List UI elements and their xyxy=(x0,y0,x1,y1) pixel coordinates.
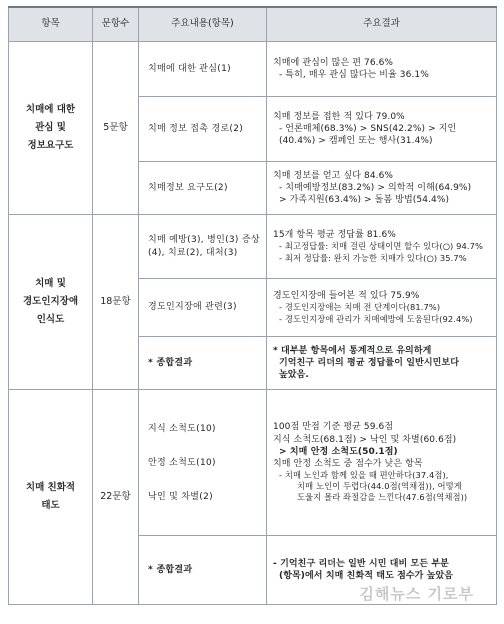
result-line: 치매에 관심이 많은 편 76.6% xyxy=(273,57,394,68)
header-content: 주요내용(항목) xyxy=(139,7,267,42)
result-line: - 언론매체(68.3%) > SNS(42.2%) > 지인 xyxy=(279,123,457,134)
result-cell xyxy=(267,42,497,97)
result-line: 치매 정보를 얻고 싶다 84.6% xyxy=(273,170,394,181)
result-line: 100점 만점 기준 평균 59.6점 xyxy=(273,422,394,433)
result-line: - 최고정답률: 치매 걸린 상태이면 할수 있다(○) 94.7% xyxy=(279,241,483,252)
content-subitem: 낙인 및 차별(2) xyxy=(148,491,213,502)
result-line: - 특히, 매우 관심 많다는 비율 36.1% xyxy=(279,70,429,80)
result-line: - 기억친구 리더는 일반 시민 대비 모든 부분 xyxy=(273,558,449,569)
result-line: > 가족지원(63.4%) > 돌봄 방법(54.4%) xyxy=(279,195,450,206)
result-line: 경도인지장애 들어본 적 있다 75.9% xyxy=(273,291,420,302)
result-line: > 치매 안정 소척도(50.1점) xyxy=(279,446,398,457)
category-cell xyxy=(9,390,93,605)
category-cell xyxy=(9,215,93,390)
count-cell: 22문항 xyxy=(93,390,139,605)
result-line: - 치매예방정보(83.2%) > 의학적 이해(64.9%) xyxy=(279,182,472,193)
result-cell xyxy=(267,390,497,536)
content-subitem: 안정 소척도(10) xyxy=(148,457,216,468)
category-line: 경도인지장애 xyxy=(22,295,79,307)
header-count: 문항수 xyxy=(93,7,139,42)
table-header-row xyxy=(9,7,497,42)
result-line: 높았음. xyxy=(279,370,309,381)
content-item: 치매 정보 접촉 경로(2) xyxy=(139,97,267,162)
result-cell xyxy=(267,279,497,337)
content-subitem: 지식 소척도(10) xyxy=(148,423,216,434)
result-cell xyxy=(267,162,497,215)
result-line: - 경도인지장애 관리가 치매예방에 도움된다(92.4%) xyxy=(279,313,473,324)
count-cell: 5문항 xyxy=(93,42,139,215)
category-cell xyxy=(9,42,93,215)
result-line: 치매 안정 소척도 중 점수가 낮은 항목 xyxy=(273,458,423,469)
result-line: (항목)에서 치매 친화적 태도 점수가 높았음 xyxy=(279,571,454,581)
table-row xyxy=(9,42,497,97)
category-line: 인식도 xyxy=(36,314,65,326)
content-item: * 종합결과 xyxy=(139,536,267,605)
survey-results-table xyxy=(8,6,497,605)
content-item: 경도인지장애 관련(3) xyxy=(139,279,267,337)
header-category: 항목 xyxy=(9,7,93,42)
result-line: - 최저 정답률: 완치 가능한 치매가 있다(○) 35.7% xyxy=(279,252,467,263)
watermark: 김해뉴스 기로부 xyxy=(359,585,474,603)
header-result: 주요결과 xyxy=(267,7,497,42)
result-line: - 경도인지장애는 치매 전 단계이다(81.7%) xyxy=(279,302,441,313)
result-line: 기억친구 리더의 평균 정답률이 일반시민보다 xyxy=(279,357,460,368)
content-item: * 종합결과 xyxy=(139,337,267,390)
result-cell xyxy=(267,337,497,390)
result-line: 15개 항목 평균 정답률 81.6% xyxy=(273,230,396,241)
result-line: 치매 정보를 접한 적 있다 79.0% xyxy=(273,111,405,122)
result-line: (40.4%) > 캠페인 또는 행사(31.4%) xyxy=(279,136,433,147)
result-cell xyxy=(267,97,497,162)
count-cell: 18문항 xyxy=(93,215,139,390)
result-line: - 치매 노인과 함께 있을 때 편안하다(37.4점), xyxy=(279,470,449,480)
result-line: 치매 노인이 두렵다(44.0점(역채점)), 어떻게 xyxy=(297,481,462,492)
category-line: 치매에 대한 xyxy=(25,103,76,115)
content-item: 치매정보 요구도(2) xyxy=(139,162,267,215)
content-item xyxy=(139,390,267,536)
category-line: 치매 친화적 xyxy=(25,481,76,493)
result-line: 도울지 몰라 좌절감을 느낀다(47.6점(역채점)) xyxy=(297,492,468,503)
category-line: 치매 및 xyxy=(35,277,66,289)
result-line: * 대부분 항목에서 통계적으로 유의하게 xyxy=(273,345,432,356)
table-row xyxy=(9,390,497,536)
document-page xyxy=(8,6,496,618)
category-line: 정보요구도 xyxy=(27,140,74,152)
table-row xyxy=(9,215,497,279)
content-item: 치매 예방(3), 병인(3) 증상(4), 치료(2), 대처(3) xyxy=(139,215,267,279)
result-cell xyxy=(267,215,497,279)
category-line: 태도 xyxy=(41,500,60,511)
content-item: 치매에 대한 관심(1) xyxy=(139,42,267,97)
category-line: 관심 및 xyxy=(35,121,66,133)
result-line: 지식 소척도(68.1점) > 낙인 및 차별(60.6점) xyxy=(273,434,457,445)
